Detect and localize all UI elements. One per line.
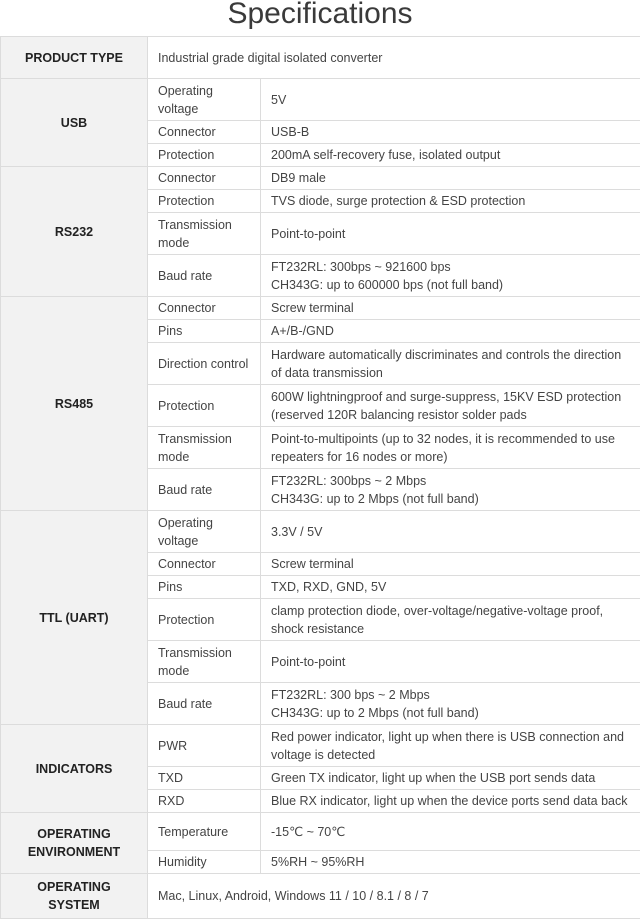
table-row — [1, 725, 640, 767]
category-product-type: PRODUCT TYPE — [1, 37, 148, 79]
spec-value: 3.3V / 5V — [261, 511, 640, 553]
spec-name: Connector — [148, 297, 261, 320]
category-rs232: RS232 — [1, 167, 148, 297]
spec-value — [261, 683, 640, 725]
spec-value: Industrial grade digital isolated converter — [148, 37, 640, 79]
spec-value-line: CH343G: up to 2 Mbps (not full band) — [271, 704, 630, 722]
spec-value: Blue RX indicator, light up when the device ports send data back — [261, 790, 640, 813]
spec-value: Point-to-multipoints (up to 32 nodes, it is recommended to use repeaters for 16 nodes or more) — [261, 427, 640, 469]
category-usb: USB — [1, 79, 148, 167]
spec-value: 5V — [261, 79, 640, 121]
spec-name: Operating voltage — [148, 79, 261, 121]
spec-value: 200mA self-recovery fuse, isolated output — [261, 144, 640, 167]
spec-value-line: FT232RL: 300bps ~ 2 Mbps — [271, 472, 630, 490]
spec-value: Point-to-point — [261, 213, 640, 255]
spec-value: TXD, RXD, GND, 5V — [261, 576, 640, 599]
spec-name: Pins — [148, 576, 261, 599]
spec-value: USB-B — [261, 121, 640, 144]
page-title: Specifications — [0, 0, 640, 36]
spec-value: Point-to-point — [261, 641, 640, 683]
spec-value: Hardware automatically discriminates and controls the direction of data transmission — [261, 343, 640, 385]
spec-value: 5%RH ~ 95%RH — [261, 851, 640, 874]
spec-name: Baud rate — [148, 683, 261, 725]
spec-name: Protection — [148, 385, 261, 427]
table-row — [1, 167, 640, 190]
category-indicators: INDICATORS — [1, 725, 148, 813]
spec-name: Humidity — [148, 851, 261, 874]
spec-name: Transmission mode — [148, 427, 261, 469]
spec-value: Mac, Linux, Android, Windows 11 / 10 / 8.1 / 8 / 7 — [148, 874, 640, 919]
spec-value: DB9 male — [261, 167, 640, 190]
spec-value-line: CH343G: up to 600000 bps (not full band) — [271, 276, 630, 294]
table-row — [1, 511, 640, 553]
spec-name: Pins — [148, 320, 261, 343]
spec-name: Connector — [148, 553, 261, 576]
category-ttl: TTL (UART) — [1, 511, 148, 725]
spec-name: TXD — [148, 767, 261, 790]
spec-value-line: FT232RL: 300bps ~ 921600 bps — [271, 258, 630, 276]
spec-name: Protection — [148, 599, 261, 641]
spec-value-line: CH343G: up to 2 Mbps (not full band) — [271, 490, 630, 508]
spec-value: 600W lightningproof and surge-suppress, 15KV ESD protection (reserved 120R balancing resistor solder pads — [261, 385, 640, 427]
category-operating-environment: OPERATING ENVIRONMENT — [1, 813, 148, 874]
specifications-table — [0, 36, 640, 919]
spec-name: Transmission mode — [148, 213, 261, 255]
category-rs485: RS485 — [1, 297, 148, 511]
spec-name: Connector — [148, 121, 261, 144]
table-row — [1, 79, 640, 121]
spec-value: clamp protection diode, over-voltage/negative-voltage proof, shock resistance — [261, 599, 640, 641]
spec-name: Baud rate — [148, 255, 261, 297]
spec-name: Temperature — [148, 813, 261, 851]
spec-name: Baud rate — [148, 469, 261, 511]
spec-name: RXD — [148, 790, 261, 813]
spec-name: Transmission mode — [148, 641, 261, 683]
spec-value: Red power indicator, light up when there is USB connection and voltage is detected — [261, 725, 640, 767]
table-row — [1, 874, 640, 919]
spec-value — [261, 469, 640, 511]
table-row — [1, 297, 640, 320]
spec-name: Operating voltage — [148, 511, 261, 553]
spec-value: Green TX indicator, light up when the USB port sends data — [261, 767, 640, 790]
spec-value: Screw terminal — [261, 553, 640, 576]
category-operating-system: OPERATING SYSTEM — [1, 874, 148, 919]
spec-name: PWR — [148, 725, 261, 767]
spec-value: -15℃ ~ 70℃ — [261, 813, 640, 851]
table-row — [1, 37, 640, 79]
spec-name: Direction control — [148, 343, 261, 385]
spec-name: Connector — [148, 167, 261, 190]
spec-value — [261, 255, 640, 297]
spec-value: A+/B-/GND — [261, 320, 640, 343]
spec-value: TVS diode, surge protection & ESD protection — [261, 190, 640, 213]
spec-value-line: FT232RL: 300 bps ~ 2 Mbps — [271, 686, 630, 704]
spec-name: Protection — [148, 144, 261, 167]
spec-name: Protection — [148, 190, 261, 213]
table-row — [1, 813, 640, 851]
spec-value: Screw terminal — [261, 297, 640, 320]
